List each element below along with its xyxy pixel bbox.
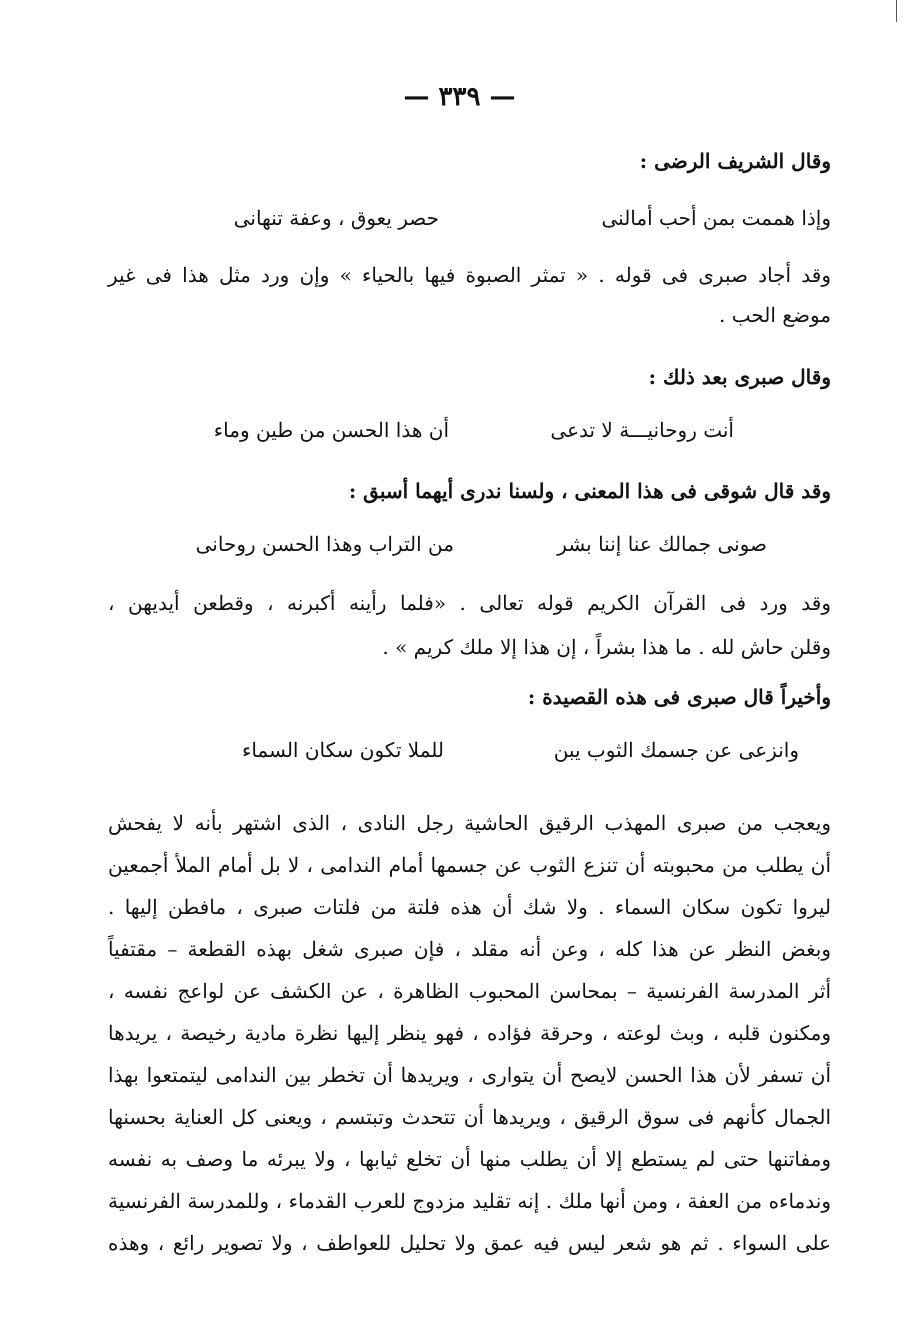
heading-line: وأخيراً قال صبرى فى هذه القصيدة : xyxy=(527,685,831,709)
verse-3-first-hemistich: صونى جمالك عنا إننا بشر xyxy=(557,532,767,556)
paragraph-line: وندماءه من العفة ، ومن أنها ملك . إنه تقليد مزدوج للعرب القدماء ، وللمدرسة الفرنسية xyxy=(108,1189,831,1213)
paragraph-line: وبغض النظر عن هذا كله ، وعن أنه مقلد ، فإن صبرى شغل بهذه القطعة – مقتفياً xyxy=(108,937,831,961)
page-number: — ٣٣٩ — xyxy=(403,82,516,112)
quran-line: وقلن حاش لله . ما هذا بشراً ، إن هذا إلا ملك كريم » . xyxy=(382,635,831,659)
paragraph-line: على السواء . ثم هو شعر ليس فيه عمق ولا تحليل للعواطف ، ولا تصوير رائع ، وهذه xyxy=(108,1231,831,1255)
paragraph-line: أن يطلب من محبوبته أن تنزع الثوب عن جسمها أمام الندامى ، لا بل أمام الملأ أجمعين xyxy=(108,853,831,877)
paragraph-line: أن تسفر لأن هذا الحسن لايصح أن يتوارى ، ويريدها أن تخطر بين الندامى ليتمتعوا بهذا xyxy=(108,1063,831,1087)
paragraph-line: الجمال كأنهم فى سوق الرقيق ، ويريدها أن تتحدث وتبتسم ، ويعنى كل العناية بحسنها xyxy=(108,1105,831,1129)
page-edge-mark xyxy=(896,0,897,22)
heading-line: وقد قال شوقى فى هذا المعنى ، ولسنا ندرى أيهما أسبق : xyxy=(348,479,831,503)
verse-1-second-hemistich: حصر يعوق ، وعفة تنهانى xyxy=(233,206,439,230)
paragraph-line: ومفاتنها حتى لم يستطع إلا أن يطلب منها أن تخلع ثيابها ، ولا يبرئه ما وصف به نفسه xyxy=(108,1147,831,1171)
intro-line-radi: وقال الشريف الرضى : xyxy=(639,149,831,173)
paragraph-line: ليروا تكون سكان السماء . ولا شك أن هذه فلتة من فلتات صبرى ، مافطن إليها . xyxy=(108,895,831,919)
paragraph-line: ومكنون قلبه ، وبث لوعته ، وحرقة فؤاده ، فهو ينظر إليها نظرة مادية رخيصة ، يريدها xyxy=(108,1021,831,1045)
verse-4-first-hemistich: وانزعى عن جسمك الثوب يبن xyxy=(553,738,799,762)
paragraph-line: أثر المدرسة الفرنسية – بمحاسن المحبوب الظاهرة ، عن الكشف عن لواعج نفسه ، xyxy=(108,979,831,1003)
verse-3-second-hemistich: من التراب وهذا الحسن روحانى xyxy=(195,532,454,556)
verse-1-first-hemistich: وإذا هممت بمن أحب أمالنى xyxy=(601,206,831,230)
verse-4-second-hemistich: للملا تكون سكان السماء xyxy=(241,738,444,762)
heading-line: وقال صبرى بعد ذلك : xyxy=(648,365,831,389)
paragraph-line: ويعجب من صبرى المهذب الرقيق الحاشية رجل النادى ، الذى اشتهر بأنه لا يفحش xyxy=(108,811,831,835)
verse-2-second-hemistich: أن هذا الحسن من طين وماء xyxy=(213,418,449,442)
verse-2-first-hemistich: أنت روحانيـــة لا تدعى xyxy=(550,418,734,442)
text-line: موضع الحب . xyxy=(719,303,831,327)
quran-line: وقد ورد فى القرآن الكريم قوله تعالى . «فلما رأينه أكبرنه ، وقطعن أيديهن ، xyxy=(108,591,831,615)
text-line: وقد أجاد صبرى فى قوله . « تمثر الصبوة فيها بالحياء » وإن ورد مثل هذا فى غير xyxy=(108,263,831,287)
